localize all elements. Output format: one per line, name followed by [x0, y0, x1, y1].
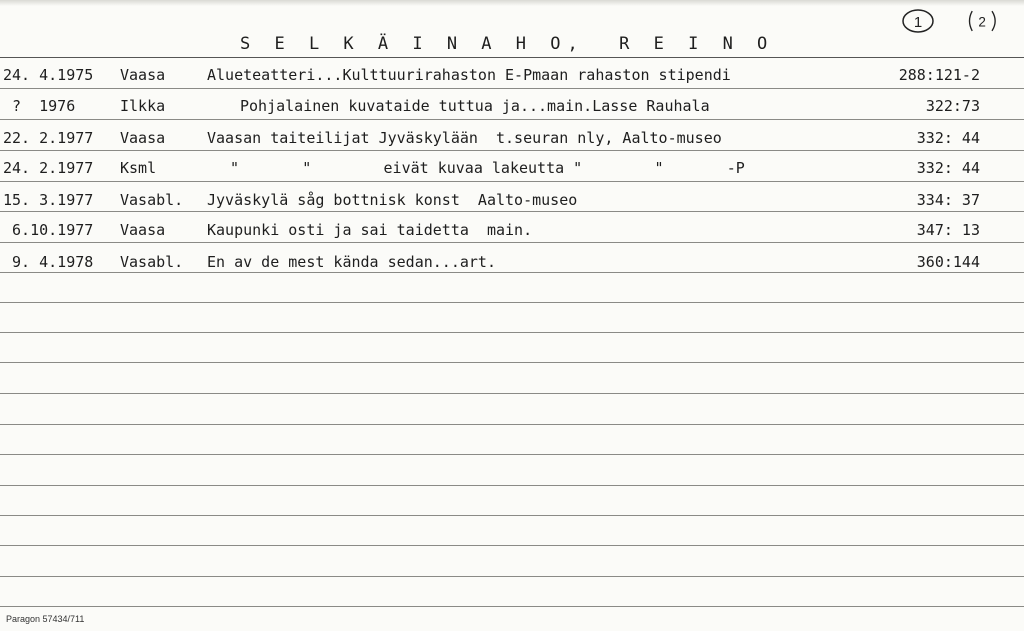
entry-date: 22. 2.1977: [3, 129, 94, 147]
entry-newspaper: Vasabl.: [120, 253, 184, 271]
entry-date: 6.10.1977: [3, 221, 94, 239]
entry-reference: 332: 44: [916, 129, 980, 147]
rule-line: [0, 545, 1024, 546]
entry-date: ? 1976: [3, 97, 76, 115]
rule-line: [0, 332, 1024, 333]
card-top-shadow: [0, 0, 1024, 6]
entry-newspaper: Ksml: [120, 159, 157, 177]
entry-newspaper: Vaasa: [120, 129, 166, 147]
entry-row: [0, 66, 1024, 96]
entry-reference: 360:144: [916, 253, 980, 271]
circled-number-1-text: 1: [913, 14, 923, 31]
entry-description: Pohjalainen kuvataide tuttua ja...main.Lasse Rauhala: [240, 97, 710, 115]
entry-row: [0, 97, 1024, 127]
entry-newspaper: Vaasa: [120, 221, 166, 239]
entry-date: 15. 3.1977: [3, 191, 94, 209]
rule-line: [0, 515, 1024, 516]
entry-description: Jyväskylä såg bottnisk konst Aalto-museo: [207, 191, 578, 209]
entry-description: Alueteatteri...Kulttuurirahaston E-Pmaan rahaston stipendi: [207, 66, 731, 84]
entry-description: Vaasan taiteilijat Jyväskylään t.seuran nly, Aalto-museo: [207, 129, 722, 147]
entry-date: 24. 2.1977: [3, 159, 94, 177]
card-heading-name: S E L K Ä I N A H O, R E I N O: [240, 34, 775, 54]
entry-reference: 347: 13: [916, 221, 980, 239]
rule-line: [0, 393, 1024, 394]
rule-line: [0, 362, 1024, 363]
circled-number-2: [965, 6, 1001, 36]
entry-row: [0, 221, 1024, 251]
entry-newspaper: Vasabl.: [120, 191, 184, 209]
rule-line: [0, 302, 1024, 303]
entry-description: " " eivät kuvaa lakeutta " " -P: [230, 159, 745, 177]
entry-row: [0, 159, 1024, 189]
circled-number-1: [900, 6, 936, 36]
entry-description: En av de mest kända sedan...art.: [207, 253, 496, 271]
entry-date: 24. 4.1975: [3, 66, 94, 84]
entry-newspaper: Vaasa: [120, 66, 166, 84]
rule-line: [0, 454, 1024, 455]
entry-reference: 334: 37: [916, 191, 980, 209]
entry-reference: 332: 44: [916, 159, 980, 177]
entry-row: [0, 129, 1024, 159]
entry-date: 9. 4.1978: [3, 253, 94, 271]
circled-number-2-text: 2: [978, 14, 986, 30]
rule-line: [0, 485, 1024, 486]
entry-newspaper: Ilkka: [120, 97, 166, 115]
rule-line: [0, 424, 1024, 425]
rule-line: [0, 606, 1024, 607]
print-code-footer: Paragon 57434/711: [6, 614, 85, 624]
rule-line: [0, 576, 1024, 577]
entry-row: [0, 191, 1024, 221]
rule-line: [0, 57, 1024, 58]
entry-reference: 288:121-2: [898, 66, 980, 84]
entry-row: [0, 253, 1024, 283]
entry-description: Kaupunki osti ja sai taidetta main.: [207, 221, 533, 239]
entry-reference: 322:73: [925, 97, 980, 115]
